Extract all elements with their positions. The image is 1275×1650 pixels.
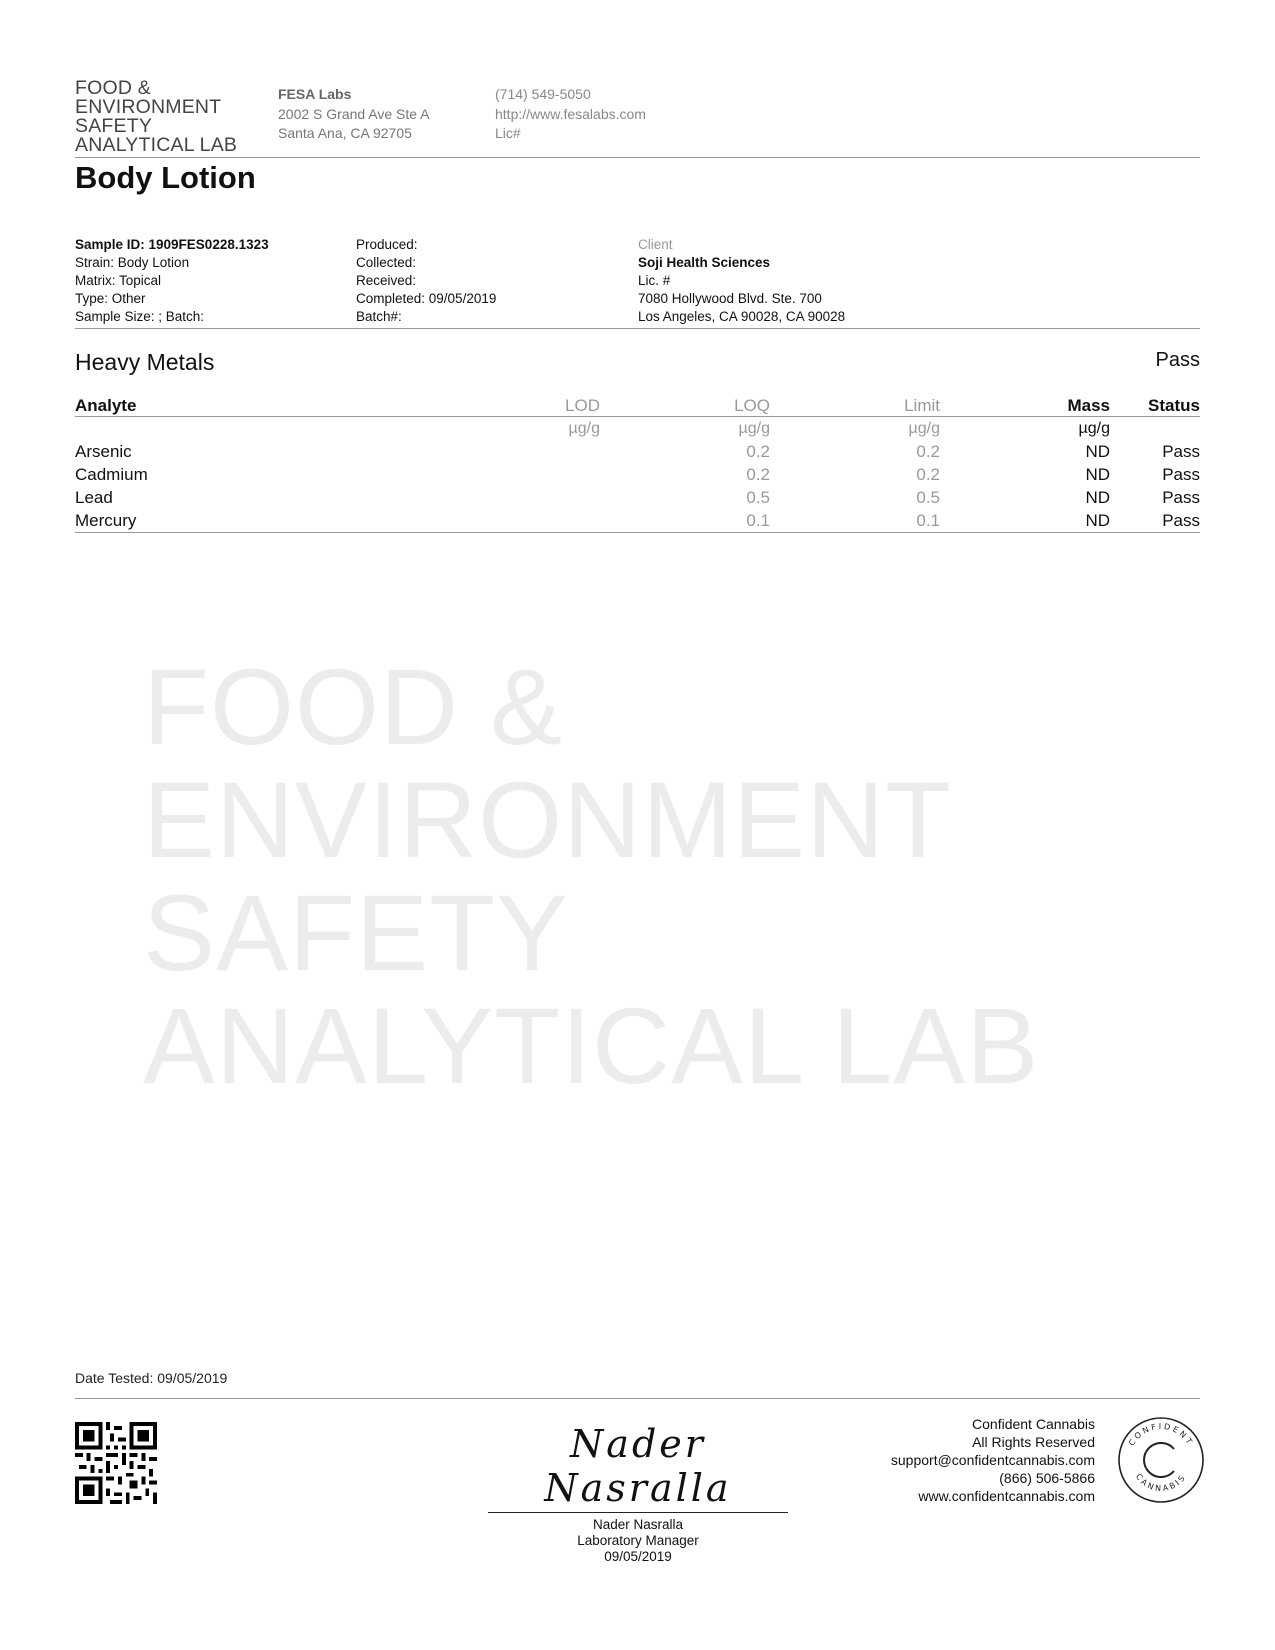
col-lod: LOD xyxy=(395,393,600,417)
analyte-loq: 0.5 xyxy=(746,487,770,507)
batch-number: Batch#: xyxy=(356,309,402,324)
analyte-lod xyxy=(395,486,600,509)
product-title: Body Lotion xyxy=(75,160,256,195)
analyte-status: Pass xyxy=(1162,464,1200,484)
lab-address-2: Santa Ana, CA 92705 xyxy=(278,125,412,141)
heavy-metals-table xyxy=(75,393,1200,533)
analyte-name: Mercury xyxy=(75,510,137,530)
col-status: Status xyxy=(1110,393,1200,417)
confident-cannabis-logo-icon xyxy=(1116,1415,1206,1505)
cc-phone: (866) 506-5866 xyxy=(999,1470,1095,1486)
unit-limit: µg/g xyxy=(908,419,940,437)
signer-name: Nader Nasralla xyxy=(592,1517,684,1532)
table-header-row xyxy=(75,393,1200,417)
confident-cannabis-info xyxy=(891,1415,1095,1505)
header-divider xyxy=(75,157,1200,158)
sample-info xyxy=(75,236,269,326)
signer-date: 09/05/2019 xyxy=(604,1549,672,1564)
analyte-limit: 0.2 xyxy=(916,464,940,484)
lab-website[interactable]: http://www.fesalabs.com xyxy=(495,105,646,122)
unit-mass: µg/g xyxy=(1078,419,1110,437)
col-loq: LOQ xyxy=(600,393,770,417)
lab-info xyxy=(278,85,430,144)
client-license: Lic. # xyxy=(638,273,671,288)
date-tested: Date Tested: 09/05/2019 xyxy=(75,1370,228,1386)
analyte-mass: ND xyxy=(1085,510,1110,530)
analyte-limit: 0.2 xyxy=(916,441,940,461)
analyte-status: Pass xyxy=(1162,487,1200,507)
signature: Nader Nasralla xyxy=(544,1422,732,1510)
signature-block xyxy=(488,1422,788,1565)
unit-loq: µg/g xyxy=(738,419,770,437)
watermark xyxy=(143,646,1040,1106)
client-address-1: 7080 Hollywood Blvd. Ste. 700 xyxy=(638,291,822,306)
analyte-loq: 0.2 xyxy=(746,441,770,461)
logo-line: FOOD & xyxy=(75,77,151,99)
collected: Collected: xyxy=(356,255,417,270)
table-row xyxy=(75,509,1200,533)
section-status: Pass xyxy=(1155,349,1200,371)
analyte-loq: 0.1 xyxy=(746,510,770,530)
client-address-2: Los Angeles, CA 90028, CA 90028 xyxy=(638,309,846,324)
analyte-lod xyxy=(395,509,600,533)
signature-line xyxy=(488,1512,788,1513)
watermark-line: SAFETY xyxy=(143,872,570,993)
watermark-line: ANALYTICAL LAB xyxy=(143,985,1040,1106)
analyte-mass: ND xyxy=(1085,441,1110,461)
analyte-mass: ND xyxy=(1085,487,1110,507)
sample-matrix: Matrix: Topical xyxy=(75,273,162,288)
col-analyte: Analyte xyxy=(75,393,395,417)
analyte-status: Pass xyxy=(1162,441,1200,461)
col-limit: Limit xyxy=(770,393,940,417)
logo-line: SAFETY xyxy=(75,115,153,137)
table-row xyxy=(75,463,1200,486)
cc-website[interactable]: www.confidentcannabis.com xyxy=(918,1488,1095,1504)
analyte-status: Pass xyxy=(1162,510,1200,530)
analyte-name: Cadmium xyxy=(75,464,148,484)
logo-line: ANALYTICAL LAB xyxy=(75,134,238,156)
info-divider xyxy=(75,328,1200,329)
signer-title: Laboratory Manager xyxy=(577,1533,699,1548)
units-row xyxy=(75,417,1200,441)
analyte-lod xyxy=(395,463,600,486)
cc-email[interactable]: support@confidentcannabis.com xyxy=(890,1452,1095,1468)
analyte-limit: 0.5 xyxy=(916,487,940,507)
analyte-name: Arsenic xyxy=(75,441,132,461)
cc-name: Confident Cannabis xyxy=(972,1416,1095,1432)
analyte-mass: ND xyxy=(1085,464,1110,484)
logo-line: ENVIRONMENT xyxy=(75,96,222,118)
client-name: Soji Health Sciences xyxy=(638,255,771,270)
received: Received: xyxy=(356,273,417,288)
col-mass: Mass xyxy=(940,393,1110,417)
cc-rights: All Rights Reserved xyxy=(972,1434,1095,1450)
table-row xyxy=(75,440,1200,463)
analyte-name: Lead xyxy=(75,487,113,507)
watermark-line: FOOD & xyxy=(143,646,564,767)
svg-text:CONFIDENT: CONFIDENT xyxy=(1126,1421,1196,1448)
watermark-line: ENVIRONMENT xyxy=(143,759,953,880)
completed: Completed: 09/05/2019 xyxy=(356,291,497,306)
lab-license: Lic# xyxy=(495,125,521,141)
lab-contact xyxy=(495,85,646,144)
lab-phone: (714) 549-5050 xyxy=(495,86,591,102)
sample-dates xyxy=(356,236,496,326)
unit-lod: µg/g xyxy=(568,419,600,437)
analyte-limit: 0.1 xyxy=(916,510,940,530)
sample-size-batch: Sample Size: ; Batch: xyxy=(75,309,205,324)
sample-type: Type: Other xyxy=(75,291,146,306)
lab-name: FESA Labs xyxy=(278,86,352,102)
analyte-lod xyxy=(395,440,600,463)
qr-code-icon[interactable] xyxy=(75,1422,157,1504)
client-info xyxy=(638,236,845,326)
sample-strain: Strain: Body Lotion xyxy=(75,255,190,270)
lab-logo xyxy=(75,79,237,155)
client-label: Client xyxy=(638,237,673,252)
svg-text:CANNABIS: CANNABIS xyxy=(1133,1472,1189,1494)
section-title-heavy-metals: Heavy Metals xyxy=(75,349,215,375)
analyte-loq: 0.2 xyxy=(746,464,770,484)
footer-divider xyxy=(75,1398,1200,1399)
lab-address-1: 2002 S Grand Ave Ste A xyxy=(278,105,430,122)
signer-details xyxy=(488,1517,788,1565)
table-row xyxy=(75,486,1200,509)
sample-id: Sample ID: 1909FES0228.1323 xyxy=(75,237,269,252)
produced: Produced: xyxy=(356,237,418,252)
